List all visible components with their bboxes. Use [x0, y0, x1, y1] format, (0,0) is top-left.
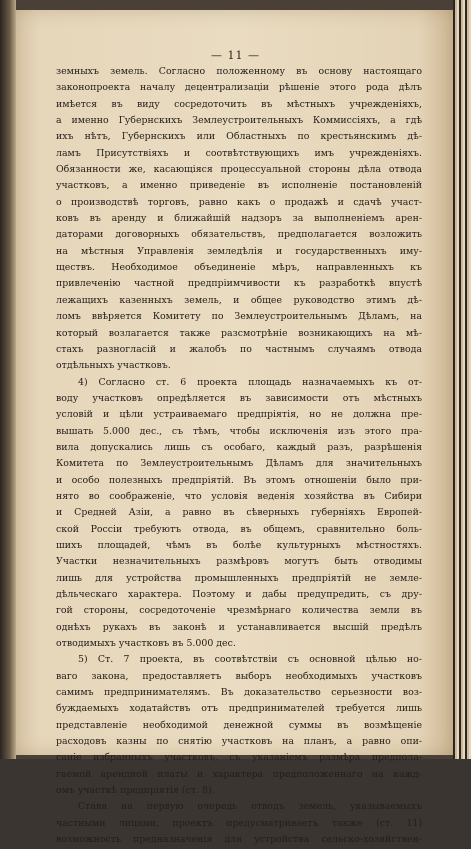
- text-line: вила допускались лишь съ особаго, каждый разъ, разрѣшенія: [56, 441, 422, 453]
- text-line: и Средней Азіи, а равно въ сѣверныхъ губерніяхъ Европей-: [56, 507, 422, 519]
- book-binding-edge: [0, 0, 16, 759]
- text-line: Обязанности же, касающіяся процессуальной стороны дѣла отвода: [56, 164, 422, 176]
- text-line: возможность предназначенія для устройства сельско-хозяйствен-: [56, 834, 422, 846]
- text-line: частными лицами, проектъ предусматриваетъ также (ст. 11): [56, 817, 422, 829]
- text-line: Ставя на первую очередь отводъ земель, указываемыхъ: [78, 801, 422, 813]
- text-line: однѣхъ рукахъ въ законѣ и устанавливается высшій предѣлъ: [56, 621, 422, 633]
- text-line: гой стороны, сосредоточеніе чрезмѣрнаго количества земли въ: [56, 605, 422, 617]
- text-line: который возлагается также разсмотрѣніе возникающихъ на мѣ-: [56, 327, 422, 339]
- text-line: буждаемыхъ ходатайствъ отъ предпринимателей требуется лишь: [56, 703, 422, 715]
- text-line: ковъ въ аренду и ближайшій надзоръ за выполненіемъ арен-: [56, 213, 422, 225]
- text-line: вышать 5.000 дес., съ тѣмъ, чтобы исключенія изъ этого пра-: [56, 425, 422, 437]
- text-line: и особо полезныхъ предпріятій. Въ этомъ отношеніи было при-: [56, 474, 422, 486]
- page-stack-edge: [453, 0, 471, 759]
- text-line: самимъ предпринимателямъ. Въ доказательство серьезности воз-: [56, 687, 422, 699]
- text-line: о производствѣ торговъ, равно какъ о продажѣ и сдачѣ участ-: [56, 196, 422, 208]
- text-line: дѣльческаго характера. Поэтому и дабы предупредить, съ дру-: [56, 589, 422, 600]
- text-line: воду участковъ опредѣляется въ зависимости отъ мѣстныхъ: [56, 392, 422, 404]
- text-line: даторами договорныхъ обязательствъ, предполагается возложить: [56, 229, 422, 241]
- text-line: стахъ разногласій и жалобъ по частнымъ случаямъ отвода: [56, 343, 422, 355]
- text-line: Комитета по Землеустроительнымъ Дѣламъ для значительныхъ: [56, 458, 422, 470]
- text-line: 4) Согласно ст. 6 проекта площадь назначаемыхъ къ от-: [78, 376, 422, 388]
- text-line: ществъ. Необходимое объединеніе мѣръ, направленныхъ къ: [56, 262, 422, 274]
- text-line: расходовъ казны по снятію участковъ на планъ, а равно опи-: [56, 736, 422, 748]
- text-line: шихъ площадей, чѣмъ въ болѣе культурныхъ мѣстностяхъ.: [56, 539, 422, 551]
- text-line: на мѣстныя Управленія земледѣлія и государственныхъ иму-: [56, 245, 422, 257]
- text-line: законопроекта началу децентрализаціи рѣшеніе этого рода дѣлъ: [56, 82, 422, 94]
- text-line: лежащихъ казенныхъ земель, и общее руководство этимъ дѣ-: [56, 294, 422, 306]
- text-line: ломъ ввѣряется Комитету по Землеустроительнымъ Дѣламъ, на: [56, 311, 422, 323]
- text-line: нято во соображеніе, что условія веденія хозяйства въ Сибири: [56, 490, 422, 502]
- text-line: лишь для устройства промышленныхъ предпріятій не земле-: [56, 572, 422, 584]
- text-line: саніе избранныхъ участковъ, съ указаніемъ размѣра предпола-: [56, 752, 422, 764]
- text-line: гаемой арендной платы и характера предположеннаго на кажд-: [56, 768, 422, 780]
- text-line: представленіе необходимой денежной суммы въ возмѣщеніе: [56, 719, 422, 731]
- text-line: имѣется въ виду сосредоточить въ мѣстныхъ учрежденіяхъ,: [56, 98, 422, 110]
- text-line: участковъ, а именно приведеніе въ исполненіе постановленій: [56, 180, 422, 192]
- text-line: ваго закона, предоставляетъ выборъ необходимыхъ участковъ: [56, 670, 422, 682]
- text-line: условій и цѣли устраиваемаго предпріятія, но не должна пре-: [56, 409, 422, 421]
- text-line: 5) Ст. 7 проекта, въ соотвѣтствіи съ основной цѣлью но-: [78, 654, 422, 666]
- text-line: привлеченію частной предпріимчивости къ разработкѣ впустѣ: [56, 278, 422, 290]
- text-line: ламъ Присутствіяхъ и соотвѣтствующихъ имъ учрежденіяхъ.: [56, 147, 422, 159]
- text-line: земныхъ земель. Согласно положенному въ основу настоящаго: [56, 66, 422, 77]
- text-line: а именно Губернскихъ Землеустроительныхъ Коммиссіяхъ, а гдѣ: [56, 115, 422, 127]
- text-line: ской Россіи требуютъ отвода, въ общемъ, сравнительно боль-: [56, 523, 422, 535]
- body-text: [56, 64, 422, 849]
- page-number: — 11 —: [211, 49, 260, 62]
- text-line: омъ участкѣ предпріятія (ст. 8).: [56, 785, 215, 797]
- text-line: отдѣльныхъ участковъ.: [56, 360, 171, 372]
- text-line: ихъ нѣтъ, Губернскихъ или Областныхъ по крестьянскимъ дѣ-: [56, 131, 422, 143]
- text-line: Участки незначительныхъ размѣровъ могутъ быть отводимы: [56, 556, 422, 568]
- text-line: отводимыхъ участковъ въ 5.000 дес.: [56, 638, 236, 650]
